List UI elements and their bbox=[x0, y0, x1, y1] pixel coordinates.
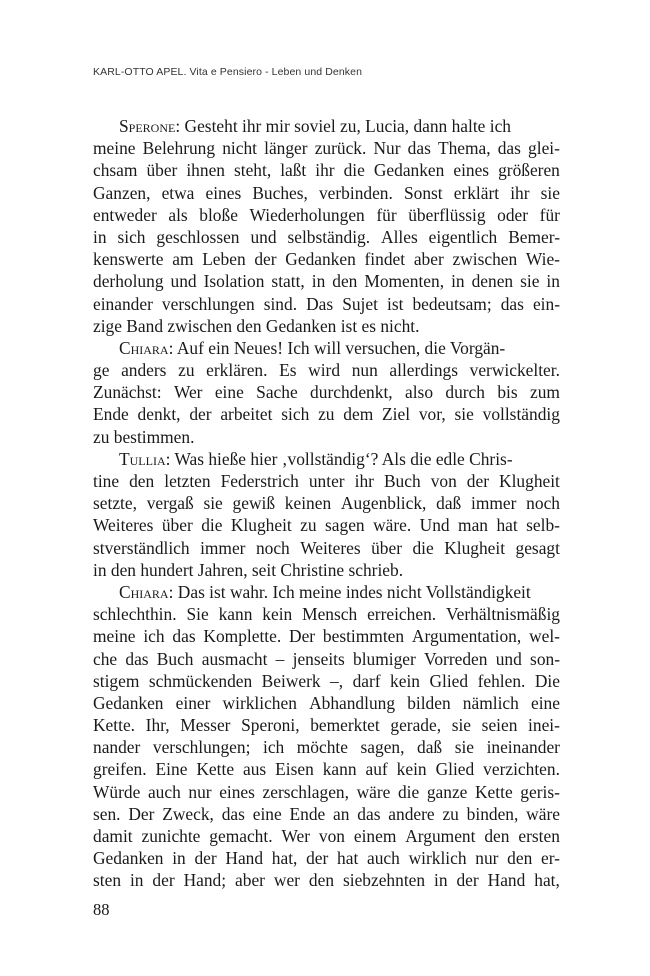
running-header: KARL-OTTO APEL. Vita e Pensiero - Leben und Denken bbox=[93, 66, 363, 78]
text-line bbox=[93, 115, 560, 137]
text-line: kenswerte am Leben der Gedanken findet aber zwischen Wie- bbox=[93, 249, 560, 270]
text-line: meine ich das Komplette. Der bestimmten Argumentation, wel- bbox=[93, 626, 560, 647]
page-number: 88 bbox=[93, 900, 110, 919]
text-line: che das Buch ausmacht – jenseits blumiger Vorreden und son- bbox=[93, 648, 560, 669]
text-line: zu bestimmen. bbox=[93, 426, 195, 447]
text-line: Gedanken in der Hand hat, der hat auch wirklich nur den er- bbox=[93, 848, 560, 869]
text-line: entweder als bloße Wiederholungen für überflüssig oder für bbox=[93, 204, 560, 225]
paragraph-first-line: Chiara: Das ist wahr. Ich meine indes nicht Vollständigkeit bbox=[119, 581, 531, 602]
text-line: nander verschlungen; ich möchte sagen, daß sie ineinander bbox=[93, 737, 560, 758]
text-line: Gedanken einer wirklichen Abhandlung bilden nämlich eine bbox=[93, 692, 560, 713]
text-line bbox=[93, 581, 560, 603]
speaker-name: Sperone bbox=[119, 116, 176, 136]
text-line: stigem schmückenden Beiwerk –, darf kein Glied fehlen. Die bbox=[93, 670, 560, 691]
body-text bbox=[93, 115, 560, 892]
text-line: in den hundert Jahren, seit Christine schrieb. bbox=[93, 559, 404, 580]
text-line: schlechthin. Sie kann kein Mensch erreichen. Verhältnismäßig bbox=[93, 604, 560, 625]
text-line: setzte, vergaß sie gewiß keinen Augenblick, daß immer noch bbox=[93, 493, 560, 514]
speaker-name: Chiara bbox=[119, 581, 169, 602]
text-line: derholung und Isolation statt, in den Momenten, in denen sie in bbox=[93, 271, 560, 292]
text-line: meine Belehrung nicht länger zurück. Nur das Thema, das glei- bbox=[93, 138, 560, 159]
text-line: Würde auch nur eines zerschlagen, wäre die ganze Kette geris- bbox=[93, 781, 560, 802]
paragraph-first-line: Sperone: Gesteht ihr mir soviel zu, Lucia, dann halte ich bbox=[119, 116, 511, 136]
text-line: Weiteres über die Klugheit zu sagen wäre. Und man hat selb- bbox=[93, 515, 560, 536]
text-line: sen. Der Zweck, das eine Ende an das andere zu binden, wäre bbox=[93, 803, 560, 824]
speaker-name: Chiara bbox=[119, 337, 169, 358]
text-line bbox=[93, 448, 560, 470]
text-line: in sich geschlossen und selbständig. Alles eigentlich Bemer- bbox=[93, 226, 560, 247]
text-line: ge anders zu erklären. Es wird nun allerdings verwickelter. bbox=[93, 360, 560, 381]
text-line: zige Band zwischen den Gedanken ist es nicht. bbox=[93, 315, 420, 336]
text-line: stverständlich immer noch Weiteres über die Klugheit gesagt bbox=[93, 537, 560, 558]
speaker-name: Tullia bbox=[119, 448, 166, 469]
paragraph-first-line: Chiara: Auf ein Neues! Ich will versuchen, die Vorgän- bbox=[119, 337, 506, 358]
text-line: einander verschlungen sind. Das Sujet ist bedeutsam; das ein- bbox=[93, 293, 560, 314]
text-line: tine den letzten Federstrich unter ihr Buch von der Klugheit bbox=[93, 471, 560, 491]
text-line: Kette. Ihr, Messer Speroni, bemerktet gerade, sie seien inei- bbox=[93, 715, 560, 736]
paragraph-first-line: Tullia: Was hieße hier ‚vollständig‘? Als die edle Chris- bbox=[119, 448, 513, 469]
text-line bbox=[93, 337, 560, 359]
text-line: sten in der Hand; aber wer den siebzehnten in der Hand hat, bbox=[93, 870, 560, 891]
text-line: greifen. Eine Kette aus Eisen kann auf kein Glied verzichten. bbox=[93, 759, 560, 780]
text-line: Ende denkt, der arbeitet sich zu dem Ziel vor, sie vollständig bbox=[93, 404, 560, 425]
text-line: Ganzen, etwa eines Buches, verbinden. Sonst erklärt ihr sie bbox=[93, 182, 560, 203]
text-line: chsam über ihnen steht, laßt ihr die Gedanken eines größeren bbox=[93, 160, 560, 181]
text-line: damit zunichte gemacht. Wer von einem Argument den ersten bbox=[93, 826, 560, 846]
text-line: Zunächst: Wer eine Sache durchdenkt, also durch bis zum bbox=[93, 382, 560, 403]
